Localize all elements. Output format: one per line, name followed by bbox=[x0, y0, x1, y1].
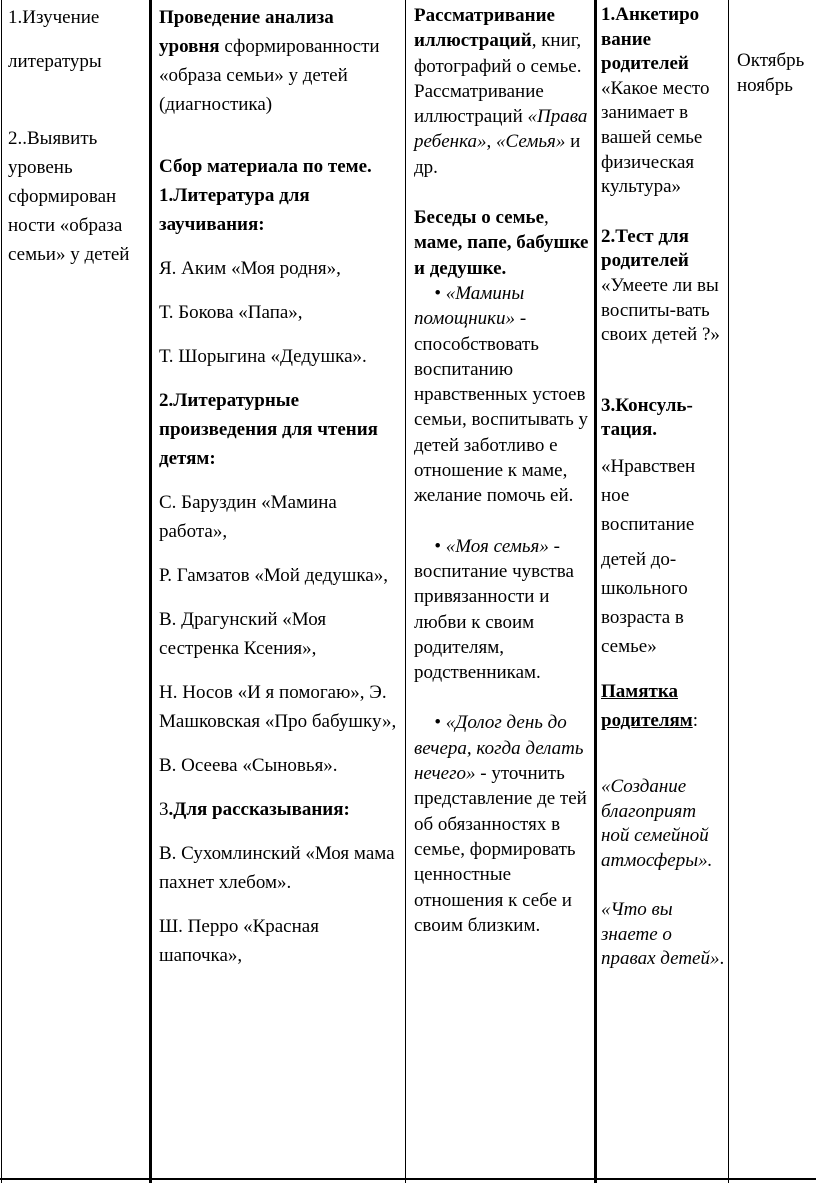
section-2-heading: 2.Литературные произведения для чтения детям: bbox=[159, 390, 378, 469]
column-divider-3 bbox=[594, 0, 597, 1183]
illustrations-paragraph: Рассматривание иллюстраций, книг, фотографий о семье. Рассматривание иллюстраций «Права ребенка», «Семья» и др. bbox=[414, 5, 588, 178]
bullet: • bbox=[434, 535, 441, 557]
content-cell bbox=[159, 3, 399, 970]
goal-1-cont: литературы bbox=[8, 51, 102, 72]
talk-item: • «Мамины помощники» - способствовать воспитанию нравственных устоев семьи, воспитывать у детей заботливо е отношение к маме, желание помочь ей. bbox=[414, 282, 588, 507]
section-1-heading: 1.Литература для заучивания: bbox=[159, 185, 310, 235]
dates-text: Октябрь ноябрь bbox=[737, 50, 805, 96]
column-divider-1 bbox=[149, 0, 152, 1183]
bullet: • bbox=[434, 282, 441, 304]
literature-item: Т. Шорыгина «Дедушка». bbox=[159, 346, 367, 367]
talk-item: • «Долог день до вечера, когда делать нечего» - уточнить представление де тей об обязанностях в семье, формировать ценностные отношения к себе и своим близким. bbox=[414, 712, 587, 936]
section-3-heading: 3.Для рассказывания: bbox=[159, 799, 350, 820]
analysis-paragraph: Проведение анализа уровня сформированности «образа семьи» у детей (диагностика) bbox=[159, 7, 380, 115]
column-divider-2 bbox=[405, 0, 406, 1183]
collect-heading: Сбор материала по теме. bbox=[159, 156, 372, 177]
activities-cell bbox=[414, 3, 592, 938]
parent-test: 2.Тест для родителей «Умеете ли вы воспиты-вать своих детей ?» bbox=[601, 225, 720, 346]
talk-item: • «Моя семья» - воспитание чувства привязанности и любви к своим родителям, родственникам. bbox=[414, 535, 574, 684]
talks-heading: Беседы о семье, маме, папе, бабушке и дедушке. bbox=[414, 207, 589, 279]
literature-item: Ш. Перро «Красная шапочка», bbox=[159, 916, 319, 966]
literature-item: В. Осеева «Сыновья». bbox=[159, 755, 338, 776]
memo-item: «Создание благоприят ной семейной атмосферы». bbox=[601, 775, 713, 871]
literature-item: В. Сухомлинский «Моя мама пахнет хлебом». bbox=[159, 843, 395, 893]
literature-item: Т. Бокова «Папа», bbox=[159, 302, 303, 323]
literature-item: В. Драгунский «Моя сестренка Ксения», bbox=[159, 609, 327, 659]
memo-item: «Что вы знаете о правах детей». bbox=[601, 899, 725, 970]
goal-2: 2..Выявить уровень сформирован ности «образа семьи» у детей bbox=[8, 128, 130, 265]
table-border-bottom bbox=[0, 1178, 816, 1180]
literature-item: Р. Гамзатов «Мой дедушка», bbox=[159, 565, 388, 586]
questionnaire: 1.Анкетиро вание родителей «Какое место занимает в вашей семье физическая культура» bbox=[601, 4, 710, 198]
literature-item: Н. Носов «И я помогаю», Э. Машковская «Про бабушку», bbox=[159, 682, 397, 732]
goal-1: 1.Изучение bbox=[8, 7, 100, 28]
literature-item: С. Баруздин «Мамина работа», bbox=[159, 492, 337, 542]
column-divider-4 bbox=[728, 0, 729, 1183]
bullet: • bbox=[434, 712, 441, 734]
parents-cell bbox=[601, 3, 727, 972]
consultation-heading: 3.Консуль-тация. bbox=[601, 394, 693, 441]
memo-heading: Памятка родителям: bbox=[601, 680, 699, 731]
dates-cell bbox=[737, 49, 816, 98]
consultation-text: «Нравствен ное воспитание bbox=[601, 455, 696, 535]
table-border-left bbox=[1, 0, 2, 1183]
literature-item: Я. Аким «Моя родня», bbox=[159, 258, 341, 279]
consultation-text: детей до-школьного возраста в семье» bbox=[601, 548, 688, 657]
goals-cell bbox=[8, 3, 146, 269]
